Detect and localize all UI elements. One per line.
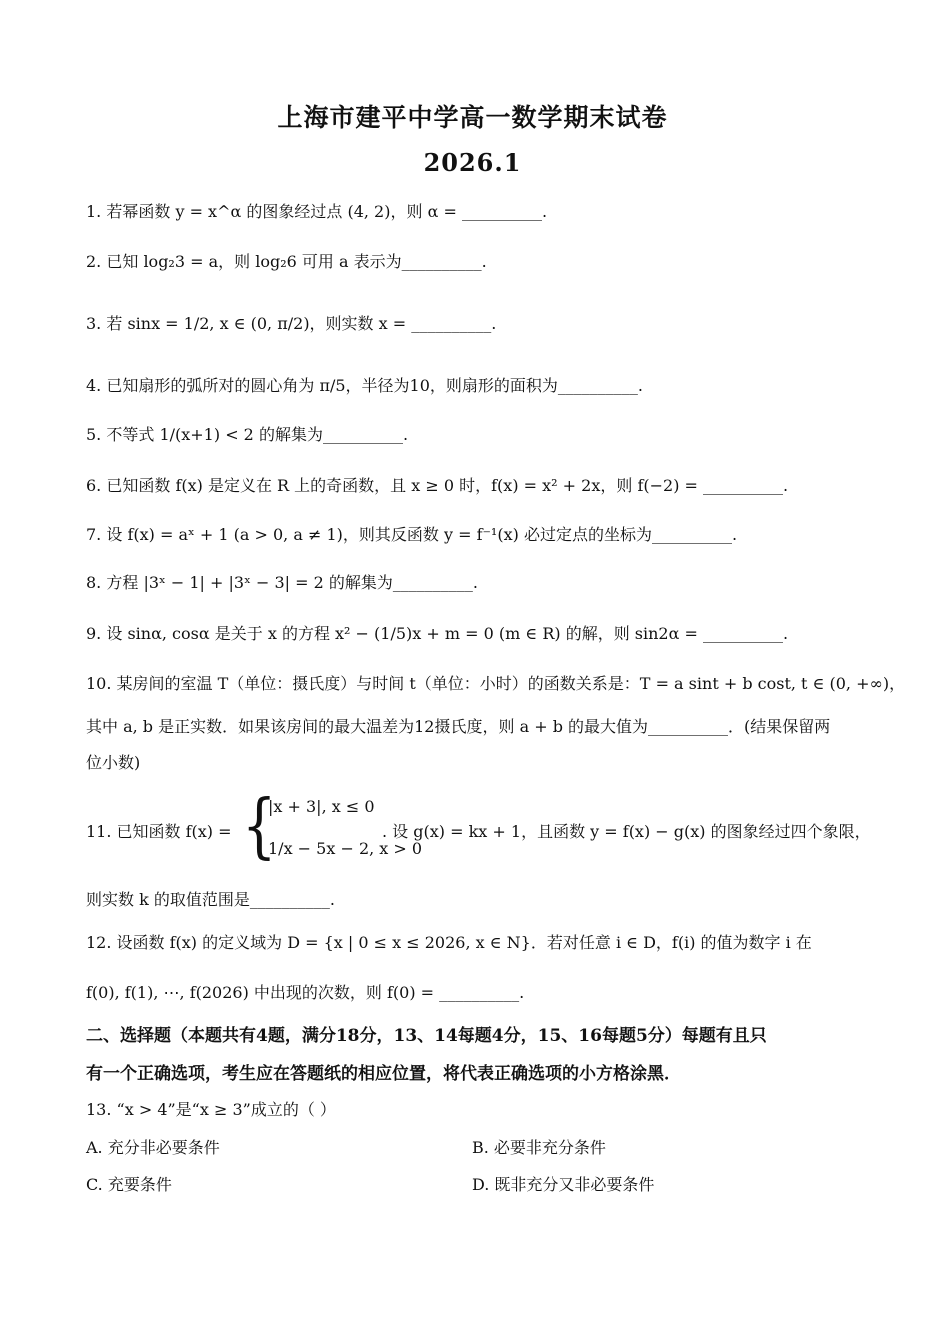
question-2: 2. 已知 log₂3 = a，则 log₂6 可用 a 表示为__________. [86, 252, 487, 271]
question-9: 9. 设 sinα, cosα 是关于 x 的方程 x² − (1/5)x + m = 0 (m ∈ R) 的解，则 sin2α = __________. [86, 624, 789, 643]
question-5: 5. 不等式 1/(x+1) < 2 的解集为__________. [86, 425, 409, 444]
question-1: 1. 若幂函数 y = x^α 的图象经过点 (4, 2)，则 α = __________. [86, 202, 548, 221]
question-12-line-1: 12. 设函数 f(x) 的定义域为 D = {x | 0 ≤ x ≤ 2026, x ∈ N}．若对任意 i ∈ D，f(i) 的值为数字 i 在 [86, 933, 812, 952]
question-10-line-1: 10. 某房间的室温 T（单位：摄氏度）与时间 t（单位：小时）的函数关系是：T = a sint + b cost, t ∈ (0, +∞)， [86, 674, 906, 693]
question-11-line-3: 则实数 k 的取值范围是__________. [86, 890, 335, 909]
section-2-heading-1: 二、选择题（本题共有4题，满分18分，13、14每题4分，15、16每题5分）每题有且只 [86, 1026, 767, 1046]
question-10-line-3: 位小数) [86, 753, 141, 772]
piecewise-brace: { [242, 784, 277, 867]
option-c: C. 充要条件 [86, 1175, 172, 1194]
question-12-line-2: f(0), f(1), ⋯, f(2026) 中出现的次数，则 f(0) = __________. [86, 983, 525, 1002]
piecewise-case-1: |x + 3|, x ≤ 0 [268, 797, 375, 816]
option-d: D. 既非充分又非必要条件 [472, 1175, 655, 1194]
question-4: 4. 已知扇形的弧所对的圆心角为 π/5，半径为10，则扇形的面积为__________. [86, 376, 643, 395]
option-a: A. 充分非必要条件 [86, 1138, 220, 1157]
question-11-tail: . 设 g(x) = kx + 1，且函数 y = f(x) − g(x) 的图象经过四个象限， [382, 822, 871, 841]
question-13-stem: 13. “x > 4”是“x ≥ 3”成立的（ ） [86, 1100, 336, 1119]
question-6: 6. 已知函数 f(x) 是定义在 R 上的奇函数，且 x ≥ 0 时，f(x) = x² + 2x，则 f(−2) = __________. [86, 476, 789, 495]
page-title: 上海市建平中学高一数学期末试卷 [277, 103, 668, 132]
exam-date: 2026.1 [423, 148, 522, 177]
question-8: 8. 方程 |3ˣ − 1| + |3ˣ − 3| = 2 的解集为__________. [86, 573, 478, 592]
question-7: 7. 设 f(x) = aˣ + 1 (a > 0, a ≠ 1)，则其反函数 y = f⁻¹(x) 必过定点的坐标为__________. [86, 525, 738, 544]
option-b: B. 必要非充分条件 [472, 1138, 606, 1157]
question-10-line-2: 其中 a, b 是正实数．如果该房间的最大温差为12摄氏度，则 a + b 的最大值为__________．(结果保留两 [86, 717, 831, 736]
piecewise-case-2: 1/x − 5x − 2, x > 0 [268, 839, 423, 858]
question-11-lead: 11. 已知函数 f(x) = [86, 822, 232, 841]
question-3: 3. 若 sinx = 1/2, x ∈ (0, π/2)，则实数 x = __________. [86, 314, 497, 333]
section-2-heading-2: 有一个正确选项，考生应在答题纸的相应位置，将代表正确选项的小方格涂黑． [86, 1064, 681, 1084]
